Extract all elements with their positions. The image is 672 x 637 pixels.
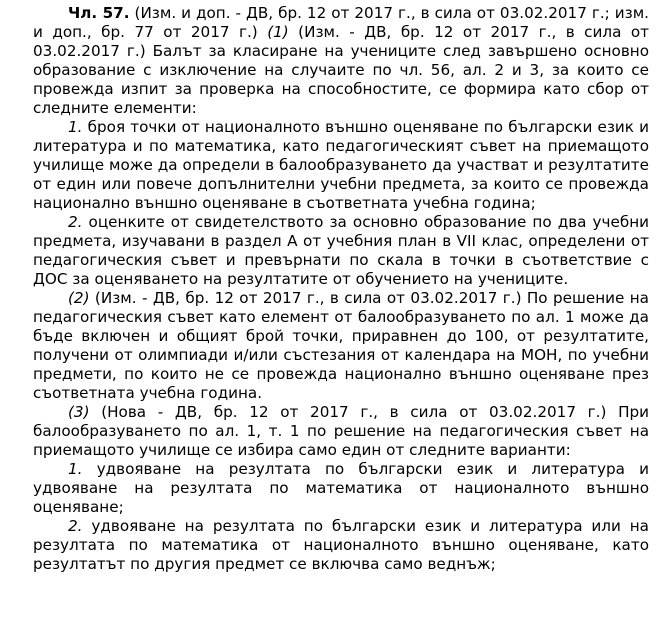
item-number: 2. [68, 213, 83, 231]
alinea-text: (Нова - ДВ, бр. 12 от 2017 г., в сила от 03.02.2017 г.) При балообразуването по ал. 1, т. 1 по решение на педагогическия съвет на приемащото училище се избира само един от следните варианти: [33, 403, 649, 459]
item-text: броя точки от националното външно оценяване по български език и литература и по математика, като педагогическият съвет на приемащото училище може да определи в балообразуването да участват и резултатите от един или повече допълнителни учебни предмета, за които се провежда национално външно оценяване в съответната учебна година; [33, 118, 649, 212]
item-text: удвояване на резултата по български език и литература или на резултата по математика от националното външно оценяване, като резултатът по другия предмет се включва само веднъж; [33, 517, 649, 573]
alinea-3-item-2 [33, 517, 649, 574]
alinea-number: (3) [68, 403, 90, 421]
item-text: оценките от свидетелството за основно образование по два учебни предмета, изучавани в раздел А от учебния план в VII клас, определени от педагогическия съвет и превърнати по скала в точки в съответствие с ДОС за оценяването на резултатите от обучението на учениците. [33, 213, 649, 288]
article-number: Чл. 57. [68, 4, 130, 22]
article-57-alinea-1 [33, 4, 649, 118]
alinea-text: (Изм. - ДВ, бр. 12 от 2017 г., в сила от 03.02.2017 г.) Балът за класиране на учениците след завършено основно образование с изключение на случаите по чл. 56, ал. 2 и 3, за които се провежда изпит за проверка на способностите, се формира като сбор от следните елементи: [33, 23, 649, 117]
amendment-note: (Изм. и доп. - ДВ, бр. 12 от 2017 г., в сила от 03.02.2017 г.; изм. и доп., бр. 77 от 2017 г.) [33, 4, 649, 41]
item-number: 1. [68, 460, 83, 478]
article-57-alinea-3 [33, 403, 649, 460]
item-number: 1. [68, 118, 83, 136]
alinea-1-item-2 [33, 213, 649, 289]
alinea-number: (1) [267, 23, 289, 41]
alinea-1-item-1 [33, 118, 649, 213]
alinea-text: (Изм. - ДВ, бр. 12 от 2017 г., в сила от 03.02.2017 г.) По решение на педагогическия съвет като елемент от балообразуването по ал. 1 може да бъде включен и общият брой точки, приравнен до 100, от резултатите, получени от олимпиади и/или състезания от календара на МОН, по учебни предмети, по които не се провежда национално външно оценяване през съответната учебна година. [33, 289, 649, 402]
item-number: 2. [68, 517, 83, 535]
alinea-number: (2) [68, 289, 90, 307]
item-text: удвояване на резултата по български език и литература и удвояване на резултата по математика от националното външно оценяване; [33, 460, 649, 516]
article-57-alinea-2 [33, 289, 649, 403]
alinea-3-item-1 [33, 460, 649, 517]
